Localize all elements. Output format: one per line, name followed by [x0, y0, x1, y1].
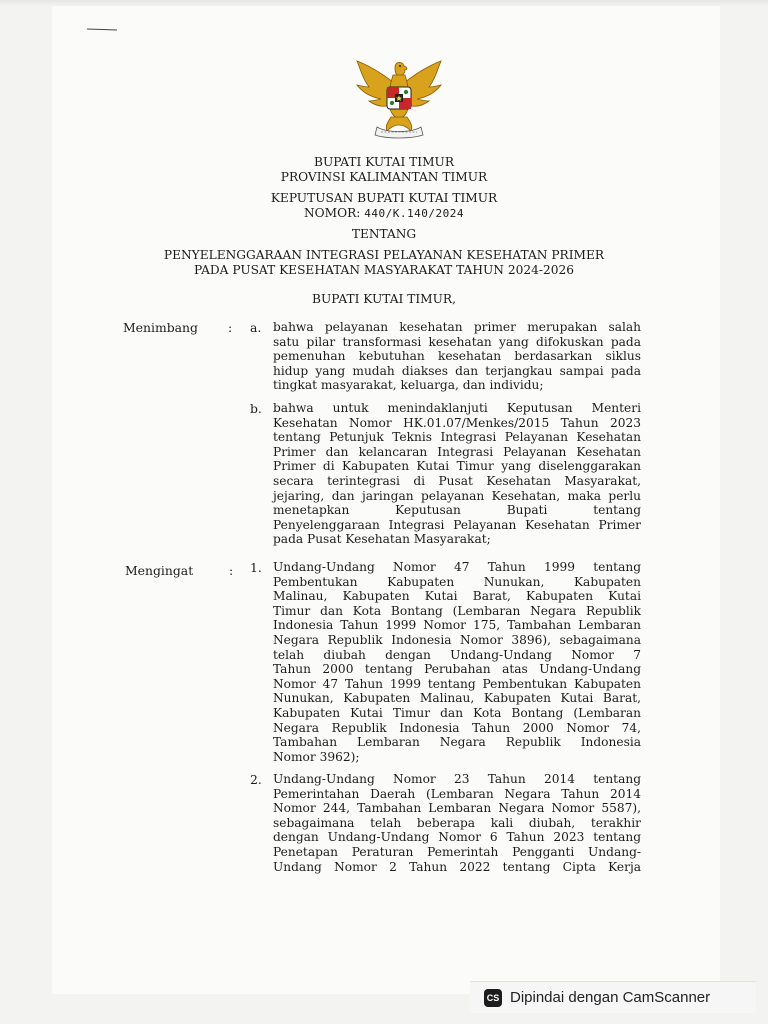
province-line: PROVINSI KALIMANTAN TIMUR — [280, 170, 488, 184]
text-line: Nunukan, Kabupaten Malinau, Kabupaten Kutai Barat, — [273, 691, 641, 706]
decree-number — [0, 206, 768, 221]
subject-line-1: PENYELENGGARAAN INTEGRASI PELAYANAN KESEHATAN PRIMER — [163, 248, 605, 262]
text-line: Penetapan Peraturan Pemerintah Pengganti Undang- — [273, 844, 641, 859]
menimbang-item-marker: a. — [250, 320, 262, 335]
text-line: sebagaimana telah beberapa kali diubah, terakhir — [273, 815, 641, 830]
text-line: Penyelenggaraan Integrasi Pelayanan Kesehatan Primer — [273, 517, 641, 532]
text-line: Nomor 3962); — [273, 749, 360, 764]
text-line: telah diubah dengan Undang-Undang Nomor 7 — [273, 647, 641, 662]
garuda-emblem-icon — [351, 57, 447, 139]
text-line: Undang Nomor 2 Tahun 2022 tentang Cipta Kerja — [273, 859, 641, 874]
camscanner-icon: CS — [484, 989, 502, 1007]
camscanner-watermark — [470, 981, 756, 1013]
text-line: jejaring, dan jaringan pelayanan Kesehatan, maka perlu — [273, 488, 641, 503]
text-line: Malinau, Kabupaten Kutai Barat, Kabupaten Kutai — [273, 589, 641, 604]
text-line: Tahun 2000 tentang Perubahan atas Undang-Undang — [273, 662, 641, 677]
text-line: satu pilar transformasi kesehatan yang difokuskan pada — [273, 334, 641, 349]
text-line: Pemerintahan Daerah (Lembaran Negara Tahun 2014 — [273, 786, 641, 801]
menimbang-item-marker: b. — [250, 401, 262, 416]
text-line: Nomor 244, Tambahan Lembaran Negara Nomor 5587), — [273, 801, 641, 816]
text-line: menetapkan Keputusan Bupati tentang — [273, 503, 641, 518]
camscanner-text: Dipindai dengan CamScanner — [510, 989, 711, 1006]
menimbang-colon: : — [228, 320, 233, 335]
text-line: Negara Republik Indonesia Tahun 2000 Nomor 74, — [273, 720, 641, 735]
opening-line: BUPATI KUTAI TIMUR, — [312, 292, 456, 306]
text-line: Negara Republik Indonesia Nomor 3896), sebagaimana — [273, 632, 641, 647]
text-line: Indonesia Tahun 1999 Nomor 175, Tambahan Lembaran — [273, 618, 641, 633]
menimbang-label: Menimbang — [123, 320, 198, 335]
mengingat-item-2 — [273, 772, 641, 874]
decree-number-value: 440/K.140/2024 — [364, 207, 464, 220]
text-line: Timur dan Kota Bontang (Lembaran Negara Republik — [273, 603, 641, 618]
issuer-line: BUPATI KUTAI TIMUR — [313, 155, 455, 169]
text-line: Kabupaten Kutai Timur dan Kota Bontang (Lembaran — [273, 705, 641, 720]
text-line: secara terintegrasi di Pusat Kesehatan Masyarakat, — [273, 473, 641, 488]
text-line: tentang Petunjuk Teknis Integrasi Pelayanan Kesehatan — [273, 430, 641, 445]
menimbang-item-a — [273, 320, 641, 393]
text-line: dengan Undang-Undang Nomor 6 Tahun 2023 tentang — [273, 830, 641, 845]
decree-number-label: NOMOR: — [303, 206, 361, 220]
text-line: Undang-Undang Nomor 47 Tahun 1999 tentang — [273, 560, 641, 574]
tentang-heading: TENTANG — [351, 227, 417, 241]
text-line: bahwa pelayanan kesehatan primer merupakan salah — [273, 320, 641, 334]
text-line: Nomor 47 Tahun 1999 tentang Pembentukan Kabupaten — [273, 676, 641, 691]
text-line: hidup yang mudah diakses dan terjangkau sampai pada — [273, 363, 641, 378]
text-line: pemenuhan kebutuhan kesehatan berdasarkan siklus — [273, 349, 641, 364]
mengingat-item-1 — [273, 560, 641, 764]
text-line: Primer dan kelancaran Integrasi Pelayanan Kesehatan — [273, 444, 641, 459]
subject-line-2: PADA PUSAT KESEHATAN MASYARAKAT TAHUN 2024-2026 — [194, 263, 574, 277]
text-line: Pembentukan Kabupaten Nunukan, Kabupaten — [273, 574, 641, 589]
menimbang-item-b — [273, 401, 641, 547]
mengingat-colon: : — [229, 563, 234, 578]
decree-title: KEPUTUSAN BUPATI KUTAI TIMUR — [270, 191, 498, 205]
text-line: bahwa untuk menindaklanjuti Keputusan Menteri — [273, 401, 641, 415]
text-line: tingkat masyarakat, keluarga, dan individu; — [273, 378, 544, 393]
text-line: Undang-Undang Nomor 23 Tahun 2014 tentang — [273, 772, 641, 786]
mengingat-item-marker: 1. — [250, 560, 262, 575]
text-line: pada Pusat Kesehatan Masyarakat; — [273, 532, 491, 547]
scan-mark — [87, 26, 117, 32]
mengingat-label: Mengingat — [125, 563, 194, 578]
text-line: Primer di Kabupaten Kutai Timur yang diselenggarakan — [273, 459, 641, 474]
text-line: Tambahan Lembaran Negara Republik Indonesia — [273, 735, 641, 750]
mengingat-item-marker: 2. — [250, 772, 262, 787]
text-line: Kesehatan Nomor HK.01.07/Menkes/2015 Tahun 2023 — [273, 415, 641, 430]
